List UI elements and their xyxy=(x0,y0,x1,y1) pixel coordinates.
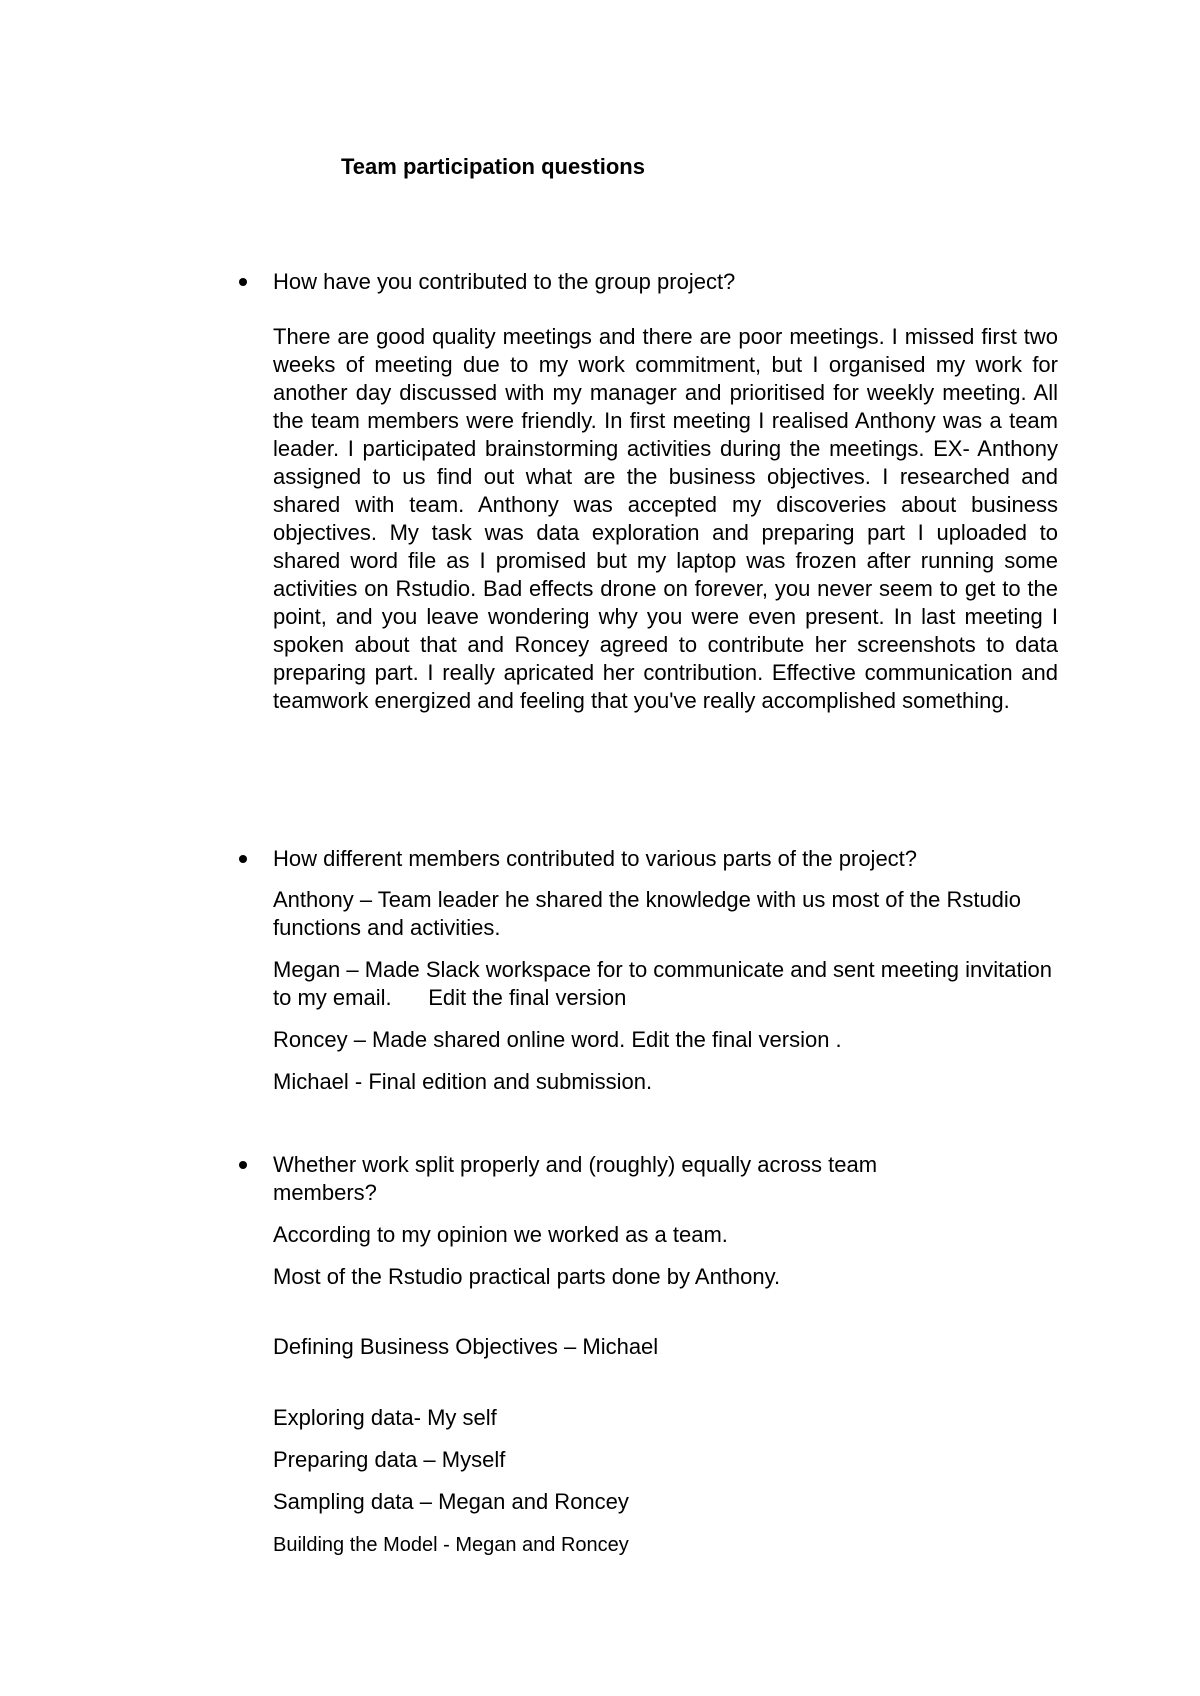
split-line: Preparing data – Myself xyxy=(273,1447,506,1472)
question-1: How have you contributed to the group project? xyxy=(273,269,736,294)
bullet-icon xyxy=(239,278,247,286)
split-line: Sampling data – Megan and Roncey xyxy=(273,1489,629,1514)
split-line: According to my opinion we worked as a team. xyxy=(273,1222,728,1247)
question-3: Whether work split properly and (roughly) equally across team members? xyxy=(273,1152,878,1205)
split-line: Exploring data- My self xyxy=(273,1405,497,1430)
bullet-icon xyxy=(239,1161,247,1169)
document-title: Team participation questions xyxy=(341,154,645,179)
answer-1: There are good quality meetings and there are poor meetings. I missed first two weeks of meeting due to my work commitment, but I organised my work for another day discussed with my manager and prioritised for weekly meeting. All the team members were friendly. In first meeting I realised Anthony was a team leader. I participated brainstorming activities during the meetings. EX- Anthony assigned to us find out what are the business objectives. I researched and shared with team. Anthony was accepted my discoveries about business objectives. My task was data exploration and preparing part I uploaded to shared word file as I promised but my laptop was frozen after running some activities on Rstudio. Bad effects drone on forever, you never seem to get to the point, and you leave wondering why you were even present. In last meeting I spoken about that and Roncey agreed to contribute her screenshots to data preparing part. I really apricated her contribution. Effective communication and teamwork energized and feeling that you've really accomplished something. xyxy=(273,324,1058,713)
bullet-icon xyxy=(239,855,247,863)
member-contribution: Megan – Made Slack workspace for to communicate and sent meeting invitation to my email. Edit the final version xyxy=(273,957,1059,1010)
member-contribution: Michael - Final edition and submission. xyxy=(273,1069,653,1094)
split-line: Defining Business Objectives – Michael xyxy=(273,1334,659,1359)
split-line: Most of the Rstudio practical parts done by Anthony. xyxy=(273,1264,781,1289)
member-contribution: Roncey – Made shared online word. Edit the final version . xyxy=(273,1027,842,1052)
member-contribution: Anthony – Team leader he shared the knowledge with us most of the Rstudio functions and activities. xyxy=(273,887,1022,940)
question-2: How different members contributed to various parts of the project? xyxy=(273,846,918,871)
split-line: Building the Model - Megan and Roncey xyxy=(273,1534,629,1556)
